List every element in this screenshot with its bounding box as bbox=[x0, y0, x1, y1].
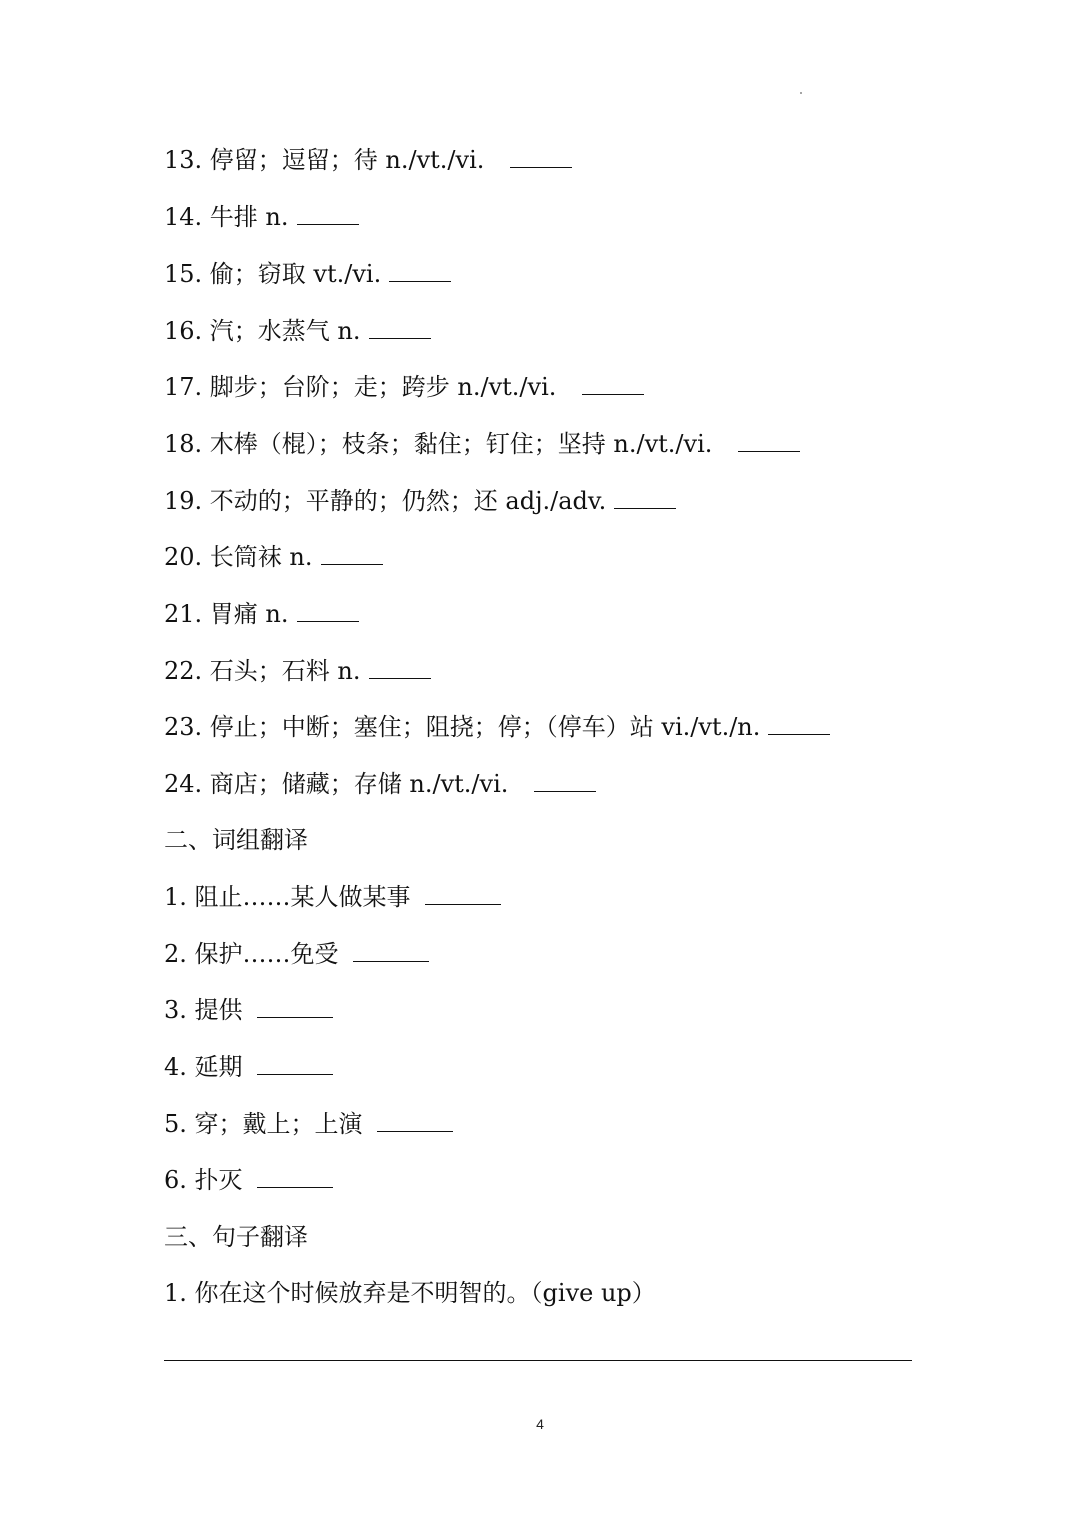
answer-blank[interactable] bbox=[738, 429, 800, 452]
page-number: 4 bbox=[536, 1416, 544, 1432]
answer-blank[interactable] bbox=[377, 1109, 453, 1132]
phrase-item bbox=[164, 1165, 333, 1195]
phrase-item-text: 6. 扑灭 bbox=[164, 1166, 243, 1194]
answer-blank[interactable] bbox=[353, 939, 429, 962]
vocab-item bbox=[164, 599, 359, 629]
answer-blank[interactable] bbox=[582, 372, 644, 395]
vocab-item-text: 16. 汽；水蒸气 n. bbox=[164, 317, 361, 345]
vocab-item-text: 19. 不动的；平静的；仍然；还 adj./adv. bbox=[164, 487, 607, 515]
phrase-item-text: 1. 阻止……某人做某事 bbox=[164, 883, 411, 911]
answer-blank[interactable] bbox=[614, 486, 676, 509]
vocab-item bbox=[164, 769, 596, 799]
answer-blank[interactable] bbox=[389, 259, 451, 282]
vocab-item-text: 21. 胃痛 n. bbox=[164, 600, 289, 628]
section-heading: 三、句子翻译 bbox=[164, 1223, 308, 1251]
phrase-item-text: 3. 提供 bbox=[164, 996, 243, 1024]
answer-blank[interactable] bbox=[369, 656, 431, 679]
sentence-answer-line[interactable] bbox=[164, 1360, 912, 1361]
answer-blank[interactable] bbox=[257, 995, 333, 1018]
vocab-item-text: 14. 牛排 n. bbox=[164, 203, 289, 231]
vocab-item-text: 13. 停留；逗留；待 n./vt./vi. bbox=[164, 146, 485, 174]
section-heading: 二、词组翻译 bbox=[164, 826, 308, 854]
vocab-item bbox=[164, 372, 644, 402]
vocab-item-text: 22. 石头；石料 n. bbox=[164, 657, 361, 685]
answer-blank[interactable] bbox=[257, 1052, 333, 1075]
phrase-item bbox=[164, 1109, 453, 1139]
vocab-item-text: 20. 长筒袜 n. bbox=[164, 543, 313, 571]
phrase-item-text: 4. 延期 bbox=[164, 1053, 243, 1081]
phrase-item-text: 5. 穿；戴上；上演 bbox=[164, 1110, 363, 1138]
vocab-item bbox=[164, 486, 676, 516]
answer-blank[interactable] bbox=[257, 1165, 333, 1188]
answer-blank[interactable] bbox=[369, 316, 431, 339]
phrase-item-text: 2. 保护……免受 bbox=[164, 940, 339, 968]
vocab-item bbox=[164, 202, 359, 232]
vocab-item-text: 23. 停止；中断；塞住；阻挠；停；（停车）站 vi./vt./n. bbox=[164, 713, 761, 741]
phrase-item bbox=[164, 1052, 333, 1082]
sentence-item: 1. 你在这个时候放弃是不明智的。（give up） bbox=[164, 1279, 656, 1307]
answer-blank[interactable] bbox=[425, 882, 501, 905]
vocab-item bbox=[164, 316, 431, 346]
vocab-item-text: 17. 脚步；台阶；走；跨步 n./vt./vi. bbox=[164, 373, 557, 401]
vocab-item-text: 18. 木棒（棍）；枝条；黏住；钉住；坚持 n./vt./vi. bbox=[164, 430, 713, 458]
vocab-item bbox=[164, 712, 830, 742]
vocab-item bbox=[164, 542, 383, 572]
answer-blank[interactable] bbox=[510, 145, 572, 168]
phrase-item bbox=[164, 939, 429, 969]
vocab-item bbox=[164, 145, 572, 175]
answer-blank[interactable] bbox=[297, 599, 359, 622]
vocab-item bbox=[164, 429, 800, 459]
phrase-item bbox=[164, 995, 333, 1025]
vocab-item-text: 15. 偷；窃取 vt./vi. bbox=[164, 260, 382, 288]
answer-blank[interactable] bbox=[297, 202, 359, 225]
answer-blank[interactable] bbox=[321, 542, 383, 565]
answer-blank[interactable] bbox=[768, 712, 830, 735]
stray-mark bbox=[800, 92, 802, 94]
vocab-item bbox=[164, 656, 431, 686]
answer-blank[interactable] bbox=[534, 769, 596, 792]
vocab-item bbox=[164, 259, 451, 289]
vocab-item-text: 24. 商店；储藏；存储 n./vt./vi. bbox=[164, 770, 509, 798]
phrase-item bbox=[164, 882, 501, 912]
